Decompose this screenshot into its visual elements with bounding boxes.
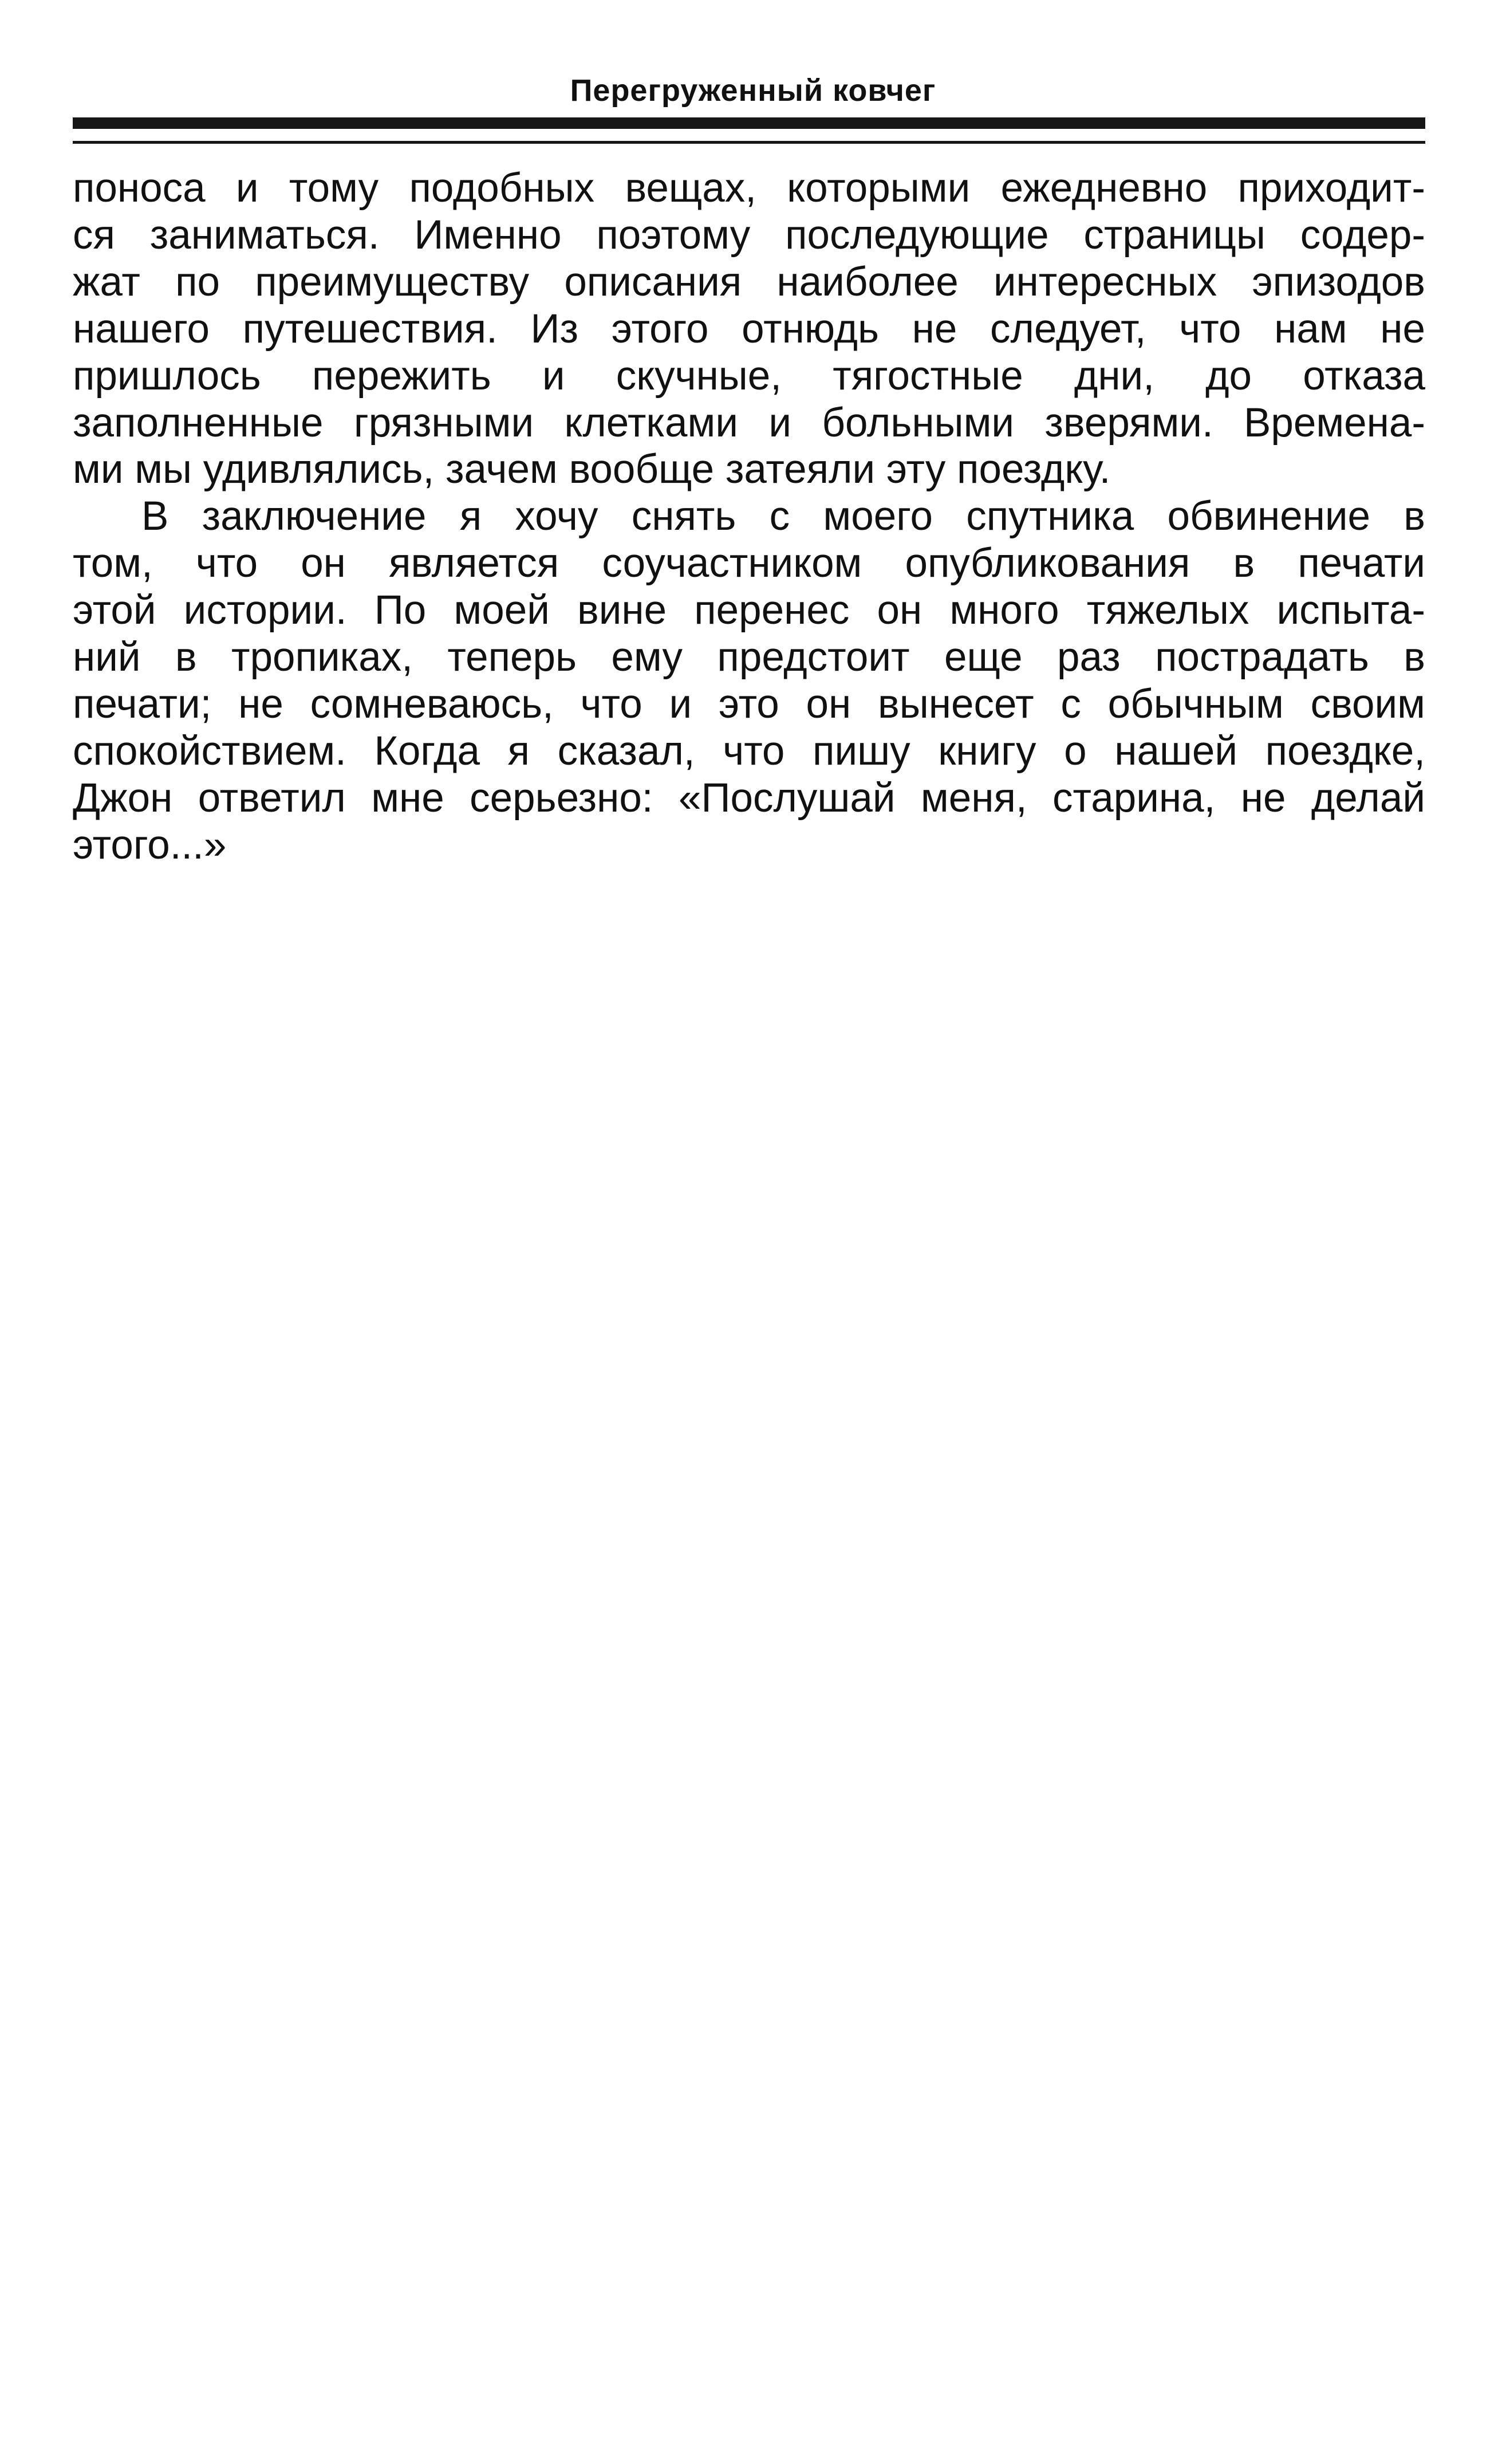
- text-line: заполненные грязными клетками и больными зверями. Времена-: [73, 400, 1425, 446]
- text-line: ся заниматься. Именно поэтому последующие страницы содер-: [73, 212, 1425, 258]
- text-line: том, что он является соучастником опубликования в печати: [73, 541, 1425, 587]
- paragraph-2: [73, 493, 1425, 868]
- text-line: нашего путешествия. Из этого отнюдь не следует, что нам не: [73, 306, 1425, 352]
- text-body: [73, 165, 1425, 869]
- text-line: поноса и тому подобных вещах, которыми ежедневно приходит-: [73, 166, 1425, 211]
- text-line: жат по преимуществу описания наиболее интересных эпизодов: [73, 259, 1425, 305]
- text-line: В заключение я хочу снять с моего спутника обвинение в: [141, 494, 1425, 540]
- text-line: Джон ответил мне серьезно: «Послушай меня, старина, не делай: [73, 775, 1425, 821]
- header-rule-thin: [73, 141, 1425, 144]
- paragraph-1: [73, 165, 1425, 493]
- text-line: этой истории. По моей вине перенес он много тяжелых испыта-: [73, 588, 1425, 633]
- text-line: ний в тропиках, теперь ему предстоит еще раз пострадать в: [73, 635, 1425, 680]
- text-line: спокойствием. Когда я сказал, что пишу книгу о нашей поездке,: [73, 728, 1425, 774]
- text-line: пришлось пережить и скучные, тягостные дни, до отказа: [73, 353, 1425, 399]
- header-rule-thick: [73, 117, 1425, 129]
- text-line: ми мы удивлялись, зачем вообще затеяли эту поездку.: [73, 447, 1111, 493]
- text-line: печати; не сомневаюсь, что и это он вынесет с обычным своим: [73, 681, 1425, 727]
- text-line: этого...»: [73, 822, 227, 868]
- running-header: Перегруженный ковчег: [570, 73, 936, 108]
